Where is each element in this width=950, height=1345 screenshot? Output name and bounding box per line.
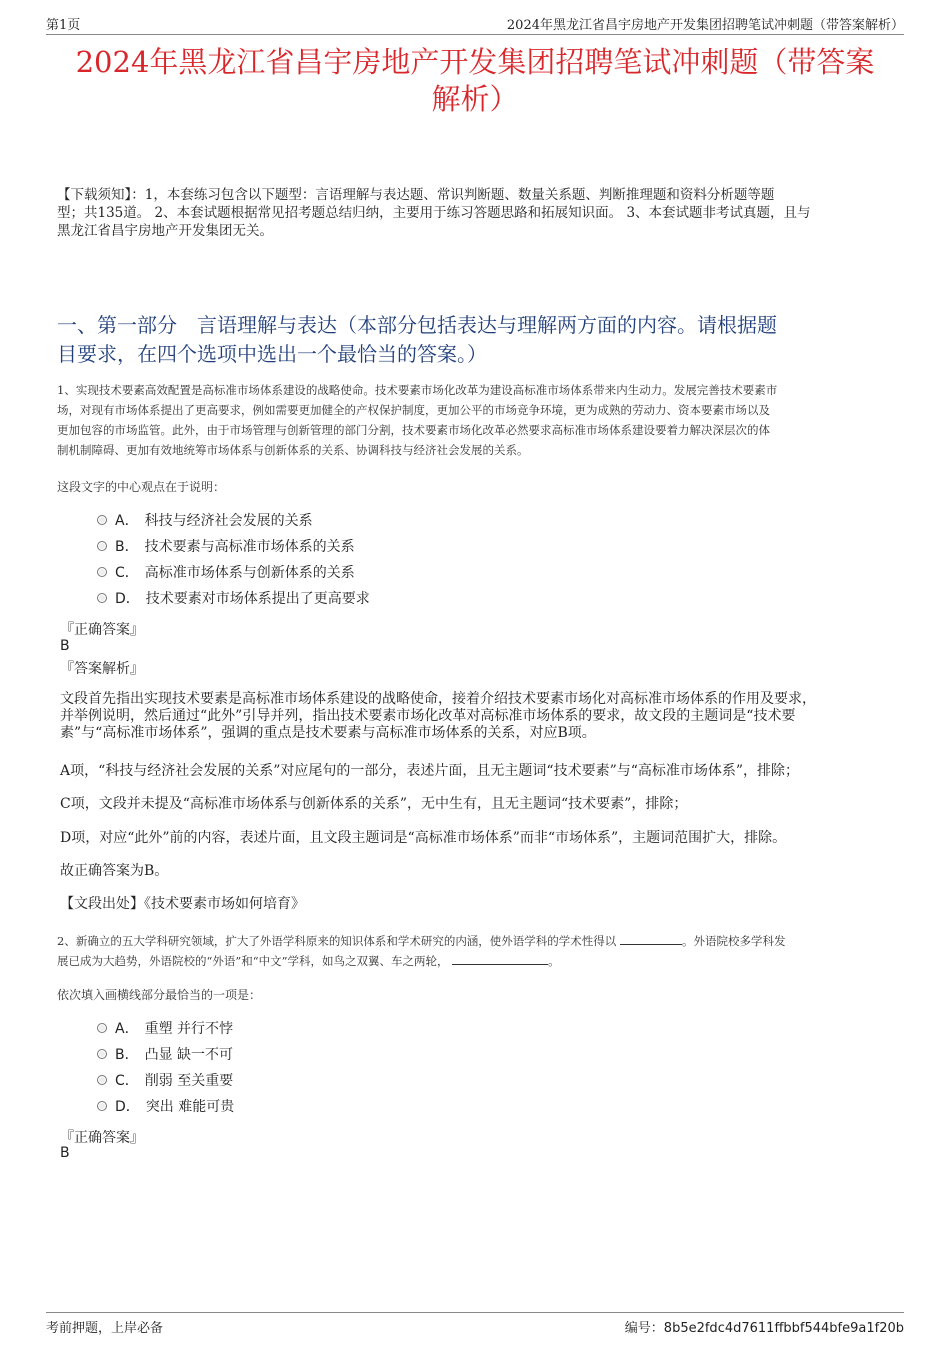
radio-button-icon[interactable] (97, 567, 107, 577)
document-title-line-1: 2024年黑龙江省昌宇房地产开发集团招聘笔试冲刺题（带答案 (75, 45, 875, 79)
document-id: 编号：8b5e2fdc4d7611ffbbf544bfe9a1f20b (624, 1321, 904, 1336)
page-header (46, 14, 904, 35)
passage-source: 【文段出处】《技术要素市场如何培育》 (60, 896, 305, 912)
passage-line: 制机制障碍、更加有效地统筹市场体系与创新体系的关系、协调科技与经济社会发展的关系。 (57, 443, 529, 457)
question-1-option-a[interactable]: A． 科技与经济社会发展的关系 (97, 511, 313, 531)
passage-line: 更加包容的市场监管。此外，由于市场管理与创新管理的部门分割，技术要素市场化改革必然要求高标准市场体系建设要着力解决深层次的体 (57, 423, 770, 437)
question-2-option-c[interactable]: C． 削弱 至关重要 (97, 1071, 233, 1091)
notice-line: 【下载须知】：1，本套练习包含以下题型：言语理解与表达题、常识判断题、数量关系题、判断推理题和资料分析题等题 (57, 187, 775, 203)
analysis-line: 并举例说明，然后通过“此外”引导并列，指出技术要素市场化改革对高标准市场体系的要求，故文段的主题词是“技术要 (60, 708, 796, 724)
radio-button-icon[interactable] (97, 1101, 107, 1111)
notice-line: 黑龙江省昌宇房地产开发集团无关。 (57, 223, 273, 239)
passage-line: 1、实现技术要素高效配置是高标准市场体系建设的战略使命。技术要素市场化改革为建设高标准市场体系带来内生动力。发展完善技术要素市 (57, 383, 778, 397)
correct-answer-label: 『正确答案』 (60, 1130, 144, 1146)
question-1-option-d[interactable]: D． 技术要素对市场体系提出了更高要求 (97, 589, 370, 609)
analysis-paragraph (60, 691, 898, 742)
correct-answer: B (60, 638, 70, 654)
analysis-conclusion: 故正确答案为B。 (60, 863, 169, 879)
document-title (40, 44, 910, 118)
correct-answer-label: 『正确答案』 (60, 622, 144, 638)
passage-line: 展已成为大趋势，外语院校的“外语”和“中文”学科，如鸟之双翼、车之两轮， 。 (57, 954, 560, 968)
question-2-passage (57, 931, 898, 971)
analysis-option-a: A项，“科技与经济社会发展的关系”对应尾句的一部分，表述片面，且无主题词“技术要素”与“高标准市场体系”，排除； (60, 763, 800, 779)
section-heading-line: 一、第一部分 言语理解与表达（本部分包括表达与理解两方面的内容。请根据题 (57, 313, 777, 337)
question-1-prompt: 这段文字的中心观点在于说明： (57, 480, 226, 494)
question-1-option-c[interactable]: C． 高标准市场体系与创新体系的关系 (97, 563, 355, 583)
fill-blank-2 (452, 952, 548, 965)
footer-slogan: 考前押题，上岸必备 (46, 1321, 164, 1336)
radio-button-icon[interactable] (97, 1049, 107, 1059)
download-notice (57, 186, 898, 240)
question-2-prompt: 依次填入画横线部分最恰当的一项是： (57, 988, 262, 1002)
analysis-option-c: C项，文段并未提及“高标准市场体系与创新体系的关系”，无中生有，且无主题词“技术要素”，排除； (60, 796, 688, 812)
radio-button-icon[interactable] (97, 1075, 107, 1085)
fill-blank-1 (620, 932, 682, 945)
document-title-line-2: 解析） (431, 82, 519, 116)
question-1-passage (57, 380, 898, 460)
page-number: 第1页 (46, 18, 81, 33)
radio-button-icon[interactable] (97, 541, 107, 551)
correct-answer: B (60, 1145, 70, 1161)
passage-line: 场，对现有市场体系提出了更高要求，例如需要更加健全的产权保护制度，更加公平的市场竞争环境，更为成熟的劳动力、资本要素市场以及 (57, 403, 770, 417)
analysis-option-d: D项，对应“此外”前的内容，表述片面，且文段主题词是“高标准市场体系”而非“市场体系”，主题词范围扩大，排除。 (60, 830, 787, 846)
section-heading (57, 311, 900, 369)
question-2-option-b[interactable]: B． 凸显 缺一不可 (97, 1045, 233, 1065)
radio-button-icon[interactable] (97, 1023, 107, 1033)
radio-button-icon[interactable] (97, 593, 107, 603)
question-2-option-a[interactable]: A． 重塑 并行不悖 (97, 1019, 233, 1039)
notice-line: 型；共135道。 2、本套试题根据常见招考题总结归纳，主要用于练习答题思路和拓展知识面。 3、本套试题非考试真题，且与 (57, 205, 811, 221)
page-footer (46, 1312, 904, 1335)
section-heading-line: 目要求，在四个选项中选出一个最恰当的答案。） (57, 342, 487, 366)
header-title: 2024年黑龙江省昌宇房地产开发集团招聘笔试冲刺题（带答案解析） (506, 18, 904, 33)
question-1-option-b[interactable]: B． 技术要素与高标准市场体系的关系 (97, 537, 355, 557)
radio-button-icon[interactable] (97, 515, 107, 525)
passage-line: 2、新确立的五大学科研究领域，扩大了外语学科原来的知识体系和学术研究的内涵，使外语学科的学术性得以 。外语院校多学科发 (57, 934, 786, 948)
analysis-label: 『答案解析』 (60, 661, 144, 677)
analysis-line: 文段首先指出实现技术要素是高标准市场体系建设的战略使命，接着介绍技术要素市场化对高标准市场体系的作用及要求， (60, 691, 816, 707)
analysis-line: 素”与“高标准市场体系”，强调的重点是技术要素与高标准市场体系的关系，对应B项。 (60, 725, 596, 741)
question-2-option-d[interactable]: D． 突出 难能可贵 (97, 1097, 234, 1117)
